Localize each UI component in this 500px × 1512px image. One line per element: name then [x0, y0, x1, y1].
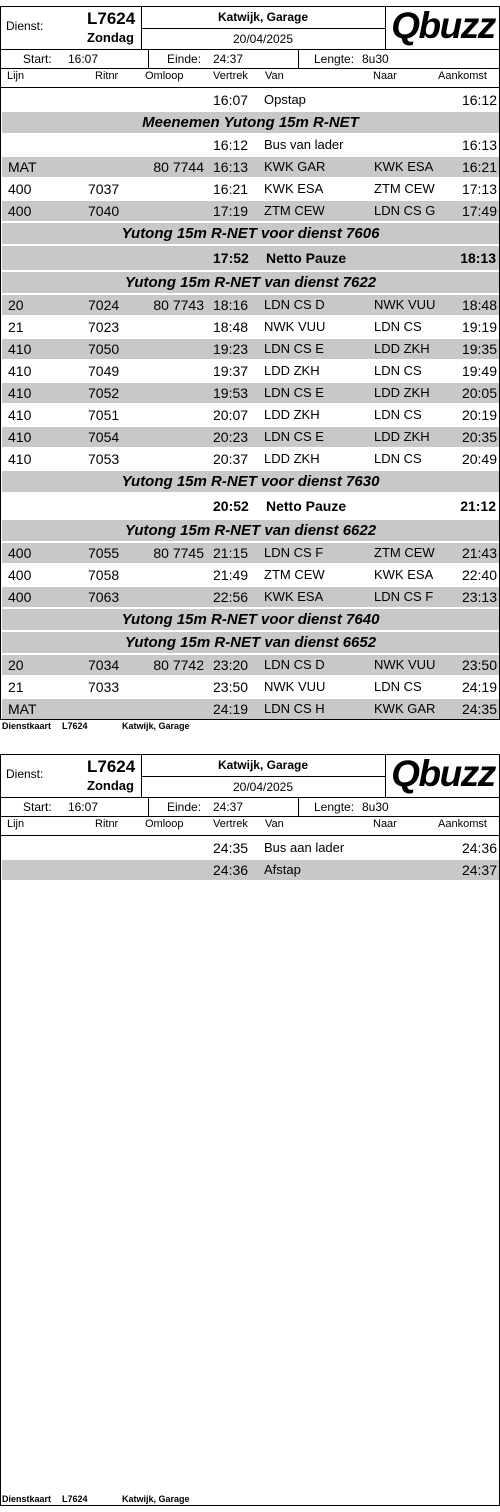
cell-ritnr: 7055 — [88, 545, 120, 561]
header-top — [1, 755, 499, 798]
cell-vertrek: 22:56 — [213, 589, 249, 605]
cell-naar: LDN CS F — [374, 589, 434, 604]
cell-vertrek: 21:15 — [213, 545, 249, 561]
schedule-row — [2, 179, 499, 199]
col-lijn: Lijn — [7, 70, 25, 82]
cell-naar: NWK VUU — [374, 657, 436, 672]
footer-location: Katwijk, Garage — [122, 721, 190, 731]
cell-naar: NWK VUU — [374, 297, 436, 312]
cell-omloop: 80 7743 — [153, 297, 204, 313]
cell-naar: LDD ZKH — [374, 341, 430, 356]
dienst-label: Dienst: — [6, 767, 44, 781]
section-banner: Yutong 15m R-NET van dienst 6622 — [2, 520, 499, 541]
schedule-row — [2, 677, 499, 697]
cell-van: LDN CS D — [264, 297, 325, 312]
start-label: Start: — [23, 800, 52, 814]
cell-ritnr: 7037 — [88, 181, 120, 197]
cell-aankomst: 18:48 — [461, 297, 497, 313]
cell-naar: ZTM CEW — [374, 545, 435, 560]
date-label: 20/04/2025 — [232, 32, 294, 46]
schedule-row — [2, 405, 499, 425]
cell-vertrek: 19:53 — [213, 385, 249, 401]
cell-lijn: 20 — [8, 657, 24, 673]
cell-lijn: 400 — [8, 567, 32, 583]
schedule-row — [2, 565, 499, 585]
cell-naar: KWK GAR — [374, 701, 436, 716]
schedule-row — [2, 201, 499, 221]
cell-naar: LDN CS — [374, 679, 422, 694]
schedule-row — [2, 838, 499, 858]
cell-naar: KWK ESA — [374, 567, 434, 582]
header-top — [1, 7, 499, 50]
start-value: 16:07 — [68, 800, 99, 814]
cell-van: LDN CS D — [264, 657, 325, 672]
qbuzz-logo: Qbuzz — [391, 753, 495, 794]
cell-aankomst: 20:05 — [461, 385, 497, 401]
section-banner: Yutong 15m R-NET van dienst 7622 — [2, 272, 499, 293]
col-ritnr: Ritnr — [95, 70, 119, 82]
cell-naar: LDN CS — [374, 319, 422, 334]
cell-lijn: 410 — [8, 451, 32, 467]
cell-naar: LDD ZKH — [374, 385, 430, 400]
cell-vertrek: 23:20 — [213, 657, 249, 673]
schedule-row — [2, 543, 499, 563]
cell-van: LDN CS E — [264, 341, 324, 356]
cell-lijn: 400 — [8, 589, 32, 605]
cell-ritnr: 7051 — [88, 407, 120, 423]
cell-vertrek: 20:37 — [213, 451, 249, 467]
cell-aankomst: 20:35 — [461, 429, 497, 445]
cell-ritnr: 7034 — [88, 657, 120, 673]
cell-aankomst: 19:35 — [461, 341, 497, 357]
cell-van: NWK VUU — [264, 319, 326, 334]
cell-vertrek: 20:07 — [213, 407, 249, 423]
einde-value: 24:37 — [213, 52, 244, 66]
qbuzz-logo: Qbuzz — [391, 5, 495, 46]
cell-omloop: 80 7745 — [153, 545, 204, 561]
schedule-row — [2, 339, 499, 359]
pause-end: 21:12 — [460, 498, 496, 514]
col-lijn: Lijn — [7, 818, 25, 830]
cell-van: Afstap — [264, 862, 301, 877]
footer-dienst: L7624 — [62, 1494, 88, 1504]
col-naar: Naar — [373, 70, 397, 82]
cell-aankomst: 24:36 — [461, 840, 497, 856]
footer-label: Dienstkaart — [2, 721, 52, 731]
cell-omloop: 80 7744 — [153, 159, 204, 175]
cell-aankomst: 20:19 — [461, 407, 497, 423]
cell-naar: LDN CS — [374, 451, 422, 466]
footer-dienst: L7624 — [62, 721, 88, 731]
cell-van: LDD ZKH — [264, 451, 320, 466]
cell-vertrek: 24:35 — [213, 840, 249, 856]
cell-lijn: 400 — [8, 181, 32, 197]
cell-vertrek: 16:07 — [213, 92, 249, 108]
day-label: Zondag — [87, 778, 134, 793]
cell-aankomst: 19:49 — [461, 363, 497, 379]
cell-vertrek: 16:21 — [213, 181, 249, 197]
cell-lijn: 410 — [8, 429, 32, 445]
dienstkaart-card — [0, 754, 500, 1506]
col-naar: Naar — [373, 818, 397, 830]
cell-naar: ZTM CEW — [374, 181, 435, 196]
cell-ritnr: 7049 — [88, 363, 120, 379]
cell-aankomst: 16:12 — [461, 92, 497, 108]
cell-lijn: MAT — [8, 159, 37, 175]
cell-aankomst: 23:13 — [461, 589, 497, 605]
header-times — [1, 797, 499, 817]
cell-vertrek: 16:13 — [213, 159, 249, 175]
col-ritnr: Ritnr — [95, 818, 119, 830]
cell-naar: LDN CS G — [374, 203, 436, 218]
cell-ritnr: 7040 — [88, 203, 120, 219]
cell-lijn: 410 — [8, 385, 32, 401]
cell-van: LDN CS H — [264, 701, 325, 716]
cell-van: LDN CS E — [264, 385, 324, 400]
cell-aankomst: 24:35 — [461, 701, 497, 717]
pause-start: 17:52 — [213, 250, 249, 266]
cell-vertrek: 18:16 — [213, 297, 249, 313]
cell-vertrek: 23:50 — [213, 679, 249, 695]
location-label: Katwijk, Garage — [217, 10, 309, 24]
dienstkaart-page-2 — [0, 754, 500, 1512]
cell-van: Opstap — [264, 92, 306, 107]
cell-van: LDD ZKH — [264, 407, 320, 422]
cell-aankomst: 17:13 — [461, 181, 497, 197]
cell-vertrek: 18:48 — [213, 319, 249, 335]
cell-ritnr: 7024 — [88, 297, 120, 313]
cell-van: ZTM CEW — [264, 567, 325, 582]
cell-lijn: 410 — [8, 341, 32, 357]
cell-vertrek: 24:36 — [213, 862, 249, 878]
cell-lijn: 410 — [8, 363, 32, 379]
cell-van: LDD ZKH — [264, 363, 320, 378]
schedule-row — [2, 90, 499, 110]
cell-van: LDN CS E — [264, 429, 324, 444]
cell-van: NWK VUU — [264, 679, 326, 694]
cell-van: Bus aan lader — [264, 840, 345, 855]
col-van: Van — [265, 70, 284, 82]
schedule-row — [2, 317, 499, 337]
cell-naar: LDN CS — [374, 363, 422, 378]
date-label: 20/04/2025 — [232, 780, 294, 794]
cell-aankomst: 24:19 — [461, 679, 497, 695]
column-headers — [1, 69, 499, 88]
lengte-label: Lengte: — [314, 52, 355, 66]
dienst-label: Dienst: — [6, 19, 44, 33]
einde-label: Einde: — [167, 800, 202, 814]
cell-van: KWK GAR — [264, 159, 326, 174]
location-label: Katwijk, Garage — [217, 758, 309, 772]
cell-aankomst: 21:43 — [461, 545, 497, 561]
col-vertrek: Vertrek — [213, 818, 248, 830]
cell-aankomst: 16:21 — [461, 159, 497, 175]
cell-van: Bus van lader — [264, 137, 344, 152]
cell-vertrek: 24:19 — [213, 701, 249, 717]
cell-ritnr: 7058 — [88, 567, 120, 583]
schedule-row — [2, 427, 499, 447]
cell-aankomst: 16:13 — [461, 137, 497, 153]
cell-vertrek: 19:37 — [213, 363, 249, 379]
column-headers — [1, 817, 499, 836]
section-banner: Yutong 15m R-NET van dienst 6652 — [2, 632, 499, 653]
schedule-row — [2, 587, 499, 607]
schedule-row — [2, 449, 499, 469]
cell-lijn: 400 — [8, 545, 32, 561]
einde-value: 24:37 — [213, 800, 244, 814]
cell-ritnr: 7033 — [88, 679, 120, 695]
lengte-label: Lengte: — [314, 800, 355, 814]
cell-naar: LDD ZKH — [374, 429, 430, 444]
schedule-row — [2, 655, 499, 675]
cell-ritnr: 7054 — [88, 429, 120, 445]
cell-ritnr: 7063 — [88, 589, 120, 605]
footer-location: Katwijk, Garage — [122, 1494, 190, 1504]
pause-end: 18:13 — [460, 250, 496, 266]
section-banner: Yutong 15m R-NET voor dienst 7640 — [2, 609, 499, 630]
cell-naar: LDN CS — [374, 407, 422, 422]
cell-vertrek: 19:23 — [213, 341, 249, 357]
cell-aankomst: 20:49 — [461, 451, 497, 467]
schedule-row — [2, 135, 499, 155]
cell-aankomst: 17:49 — [461, 203, 497, 219]
header-times — [1, 49, 499, 69]
start-label: Start: — [23, 52, 52, 66]
pause-label: Netto Pauze — [266, 498, 347, 514]
cell-vertrek: 20:23 — [213, 429, 249, 445]
schedule-row — [2, 295, 499, 315]
cell-naar: KWK ESA — [374, 159, 434, 174]
pause-row — [2, 246, 499, 270]
pause-row — [2, 494, 499, 518]
cell-van: KWK ESA — [264, 589, 324, 604]
schedule-row — [2, 383, 499, 403]
cell-van: ZTM CEW — [264, 203, 325, 218]
cell-ritnr: 7052 — [88, 385, 120, 401]
lengte-value: 8u30 — [362, 52, 389, 66]
section-banner: Meenemen Yutong 15m R-NET — [2, 112, 499, 133]
cell-lijn: 400 — [8, 203, 32, 219]
cell-lijn: 410 — [8, 407, 32, 423]
col-van: Van — [265, 818, 284, 830]
schedule-row — [2, 157, 499, 177]
schedule-row — [2, 361, 499, 381]
lengte-value: 8u30 — [362, 800, 389, 814]
col-omloop: Omloop — [145, 70, 184, 82]
col-vertrek: Vertrek — [213, 70, 248, 82]
cell-omloop: 80 7742 — [153, 657, 204, 673]
cell-ritnr: 7053 — [88, 451, 120, 467]
cell-aankomst: 22:40 — [461, 567, 497, 583]
schedule-row — [2, 699, 499, 719]
cell-aankomst: 19:19 — [461, 319, 497, 335]
col-aankomst: Aankomst — [438, 818, 487, 830]
dienstkaart-page-1 — [0, 6, 500, 741]
cell-van: KWK ESA — [264, 181, 324, 196]
cell-vertrek: 17:19 — [213, 203, 249, 219]
cell-lijn: 20 — [8, 297, 24, 313]
cell-aankomst: 24:37 — [461, 862, 497, 878]
cell-van: LDN CS F — [264, 545, 324, 560]
section-banner: Yutong 15m R-NET voor dienst 7630 — [2, 471, 499, 492]
dienst-number: L7624 — [87, 9, 136, 28]
day-label: Zondag — [87, 30, 134, 45]
dienst-number: L7624 — [87, 757, 136, 776]
dienstkaart-card — [0, 6, 500, 720]
cell-lijn: 21 — [8, 679, 24, 695]
cell-aankomst: 23:50 — [461, 657, 497, 673]
cell-ritnr: 7050 — [88, 341, 120, 357]
cell-lijn: MAT — [8, 701, 37, 717]
pause-start: 20:52 — [213, 498, 249, 514]
cell-vertrek: 21:49 — [213, 567, 249, 583]
footer-label: Dienstkaart — [2, 1494, 52, 1504]
col-omloop: Omloop — [145, 818, 184, 830]
cell-vertrek: 16:12 — [213, 137, 249, 153]
col-aankomst: Aankomst — [438, 70, 487, 82]
pause-label: Netto Pauze — [266, 250, 347, 266]
schedule-row — [2, 860, 499, 880]
cell-ritnr: 7023 — [88, 319, 120, 335]
einde-label: Einde: — [167, 52, 202, 66]
start-value: 16:07 — [68, 52, 99, 66]
section-banner: Yutong 15m R-NET voor dienst 7606 — [2, 223, 499, 244]
cell-lijn: 21 — [8, 319, 24, 335]
